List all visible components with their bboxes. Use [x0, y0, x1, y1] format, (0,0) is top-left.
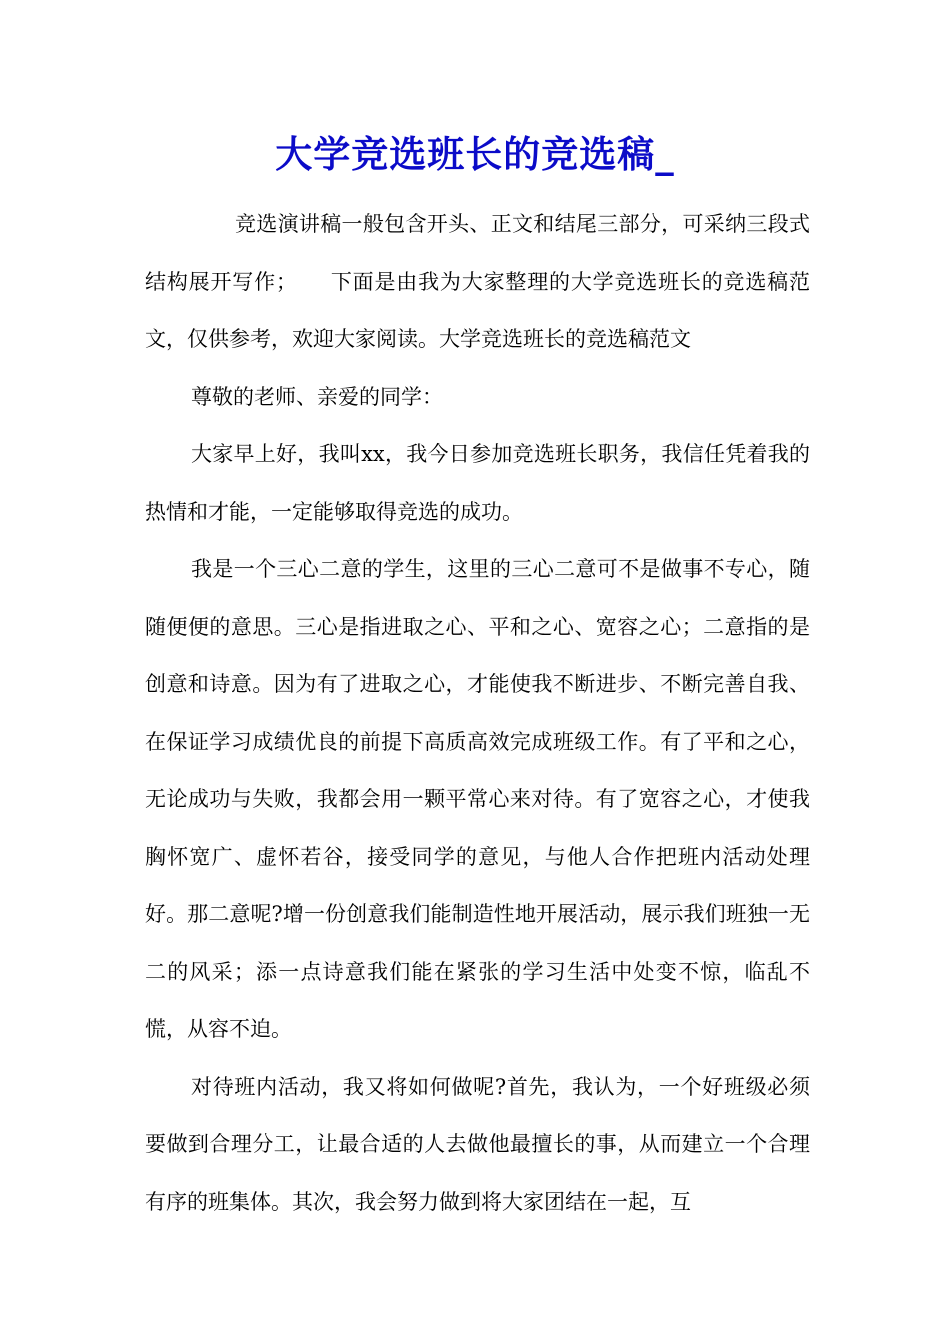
- paragraph-class-plan: 对待班内活动，我又将如何做呢?首先，我认为，一个好班级必须要做到合理分工，让最合适的人去做他最擅长的事，从而建立一个合理有序的班集体。其次，我会努力做到将大家团结在一起，互: [145, 1074, 810, 1214]
- paragraph-greeting: 大家早上好，我叫xx，我今日参加竞选班长职务，我信任凭着我的热情和才能，一定能够取得竞选的成功。: [145, 442, 810, 524]
- paragraph-self-description: 我是一个三心二意的学生，这里的三心二意可不是做事不专心，随随便便的意思。三心是指进取之心、平和之心、宽容之心；二意指的是创意和诗意。因为有了进取之心，才能使我不断进步、不断完善自我、在保证学习成绩优良的前提下高质高效完成班级工作。有了平和之心，无论成功与失败，我都会用一颗平常心来对待。有了宽容之心，才使我胸怀宽广、虚怀若谷，接受同学的意见，与他人合作把班内活动处理好。那二意呢?增一份创意我们能制造性地开展活动，展示我们班独一无二的风采；添一点诗意我们能在紧张的学习生活中处变不惊，临乱不慌，从容不迫。: [145, 557, 810, 1041]
- paragraph-intro: 竞选演讲稿一般包含开头、正文和结尾三部分，可采纳三段式结构展开写作； 下面是由我为大家整理的大学竞选班长的竞选稿范文，仅供参考，欢迎大家阅读。大学竞选班长的竞选稿范文: [145, 212, 810, 351]
- document-title: 大学竞选班长的竞选稿_: [275, 132, 675, 176]
- paragraph-salutation: 尊敬的老师、亲爱的同学：: [191, 384, 443, 409]
- document-body: [145, 196, 810, 1231]
